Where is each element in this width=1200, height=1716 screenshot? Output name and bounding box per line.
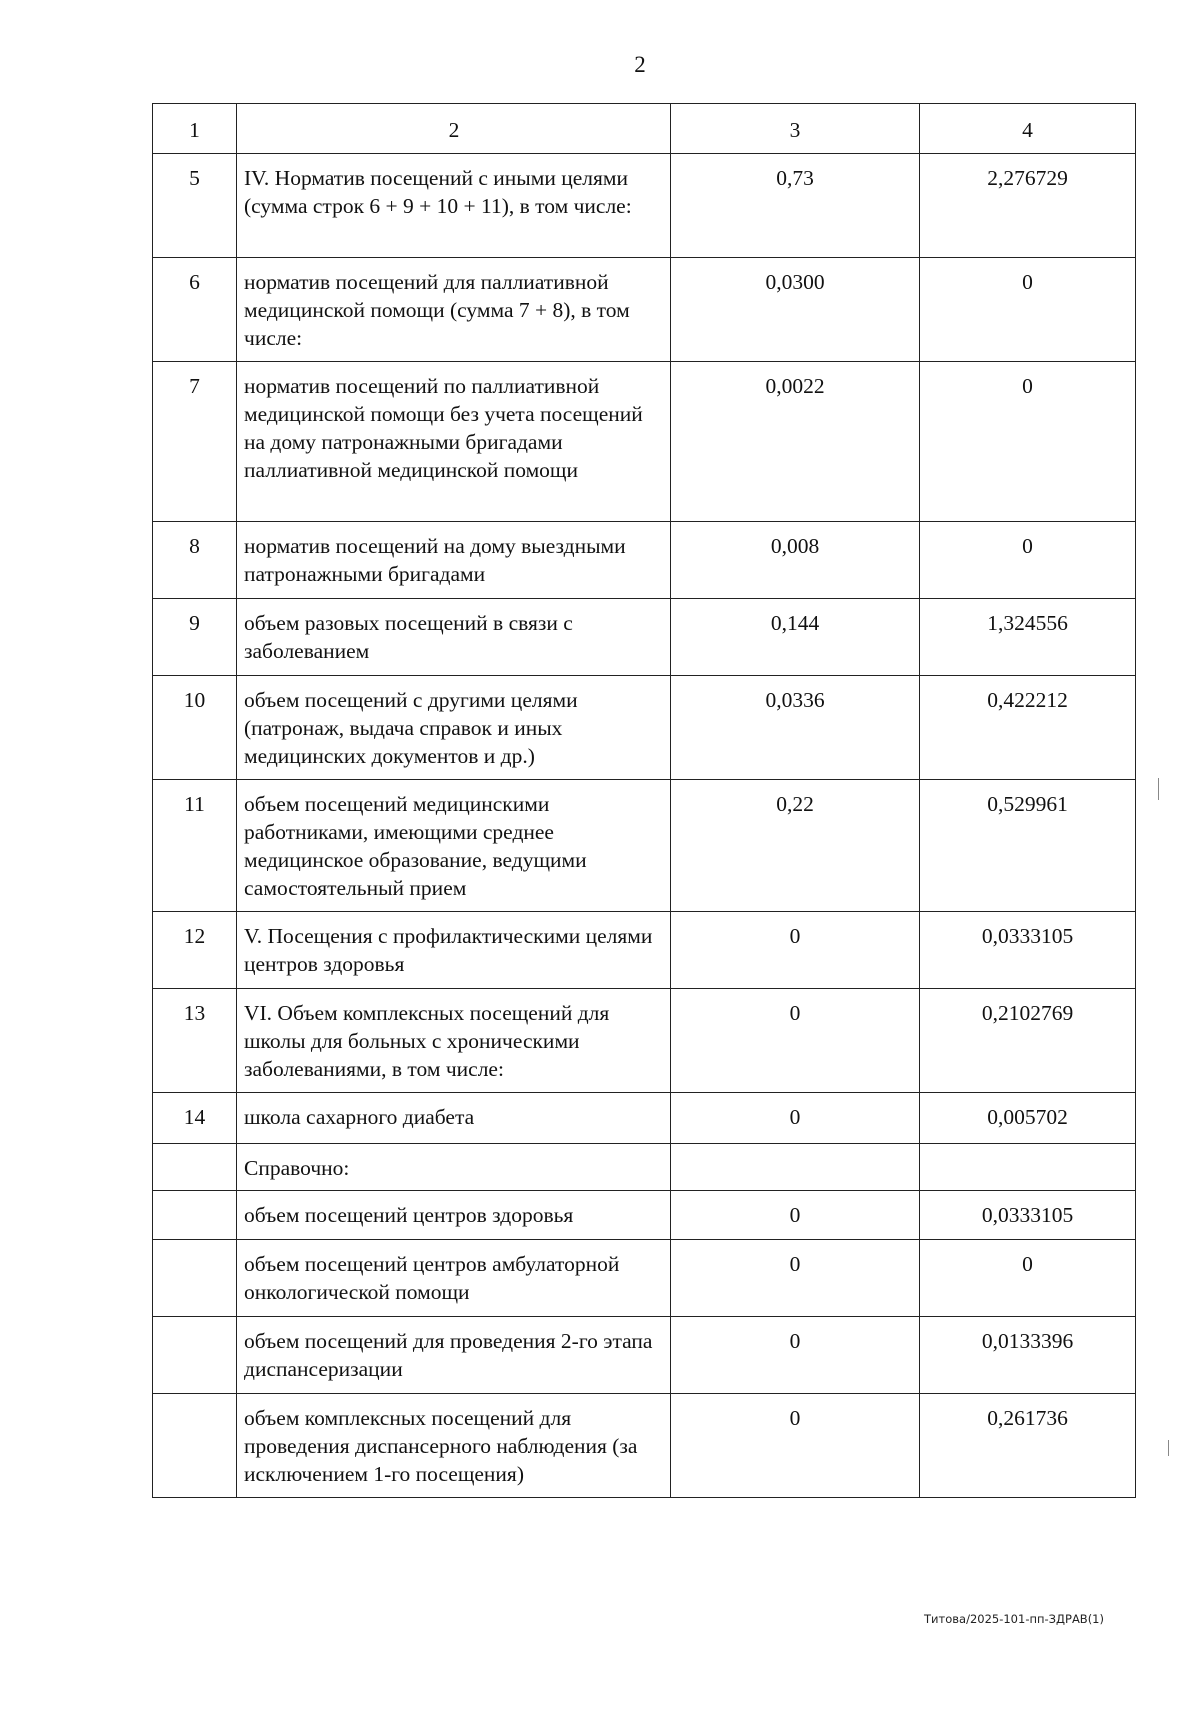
row-value-col4 bbox=[920, 1144, 1135, 1160]
row-value-col4-cell bbox=[920, 676, 1136, 780]
row-value-col4-cell bbox=[920, 1394, 1136, 1498]
row-description: Справочно: bbox=[244, 1156, 350, 1180]
header-cell-col2 bbox=[237, 104, 671, 154]
row-number-cell bbox=[153, 258, 237, 362]
row-description-cell bbox=[237, 1093, 671, 1144]
row-description-cell bbox=[237, 599, 671, 676]
row-number-cell bbox=[153, 362, 237, 522]
row-value-col3-cell bbox=[671, 780, 920, 912]
table-row bbox=[153, 1191, 1136, 1240]
table-row bbox=[153, 522, 1136, 599]
row-number bbox=[153, 1240, 236, 1256]
header-cell-col1 bbox=[153, 104, 237, 154]
row-value-col4: 0,0133396 bbox=[981, 1329, 1074, 1353]
row-value-col3: 0,008 bbox=[770, 534, 820, 558]
row-description: объем разовых посещений в связи с заболеванием bbox=[244, 611, 573, 663]
table-row bbox=[153, 154, 1136, 258]
row-number-cell bbox=[153, 1144, 237, 1191]
table-row bbox=[153, 1144, 1136, 1191]
table-row bbox=[153, 1240, 1136, 1317]
table-row bbox=[153, 258, 1136, 362]
row-number-cell bbox=[153, 154, 237, 258]
row-value-col3: 0,144 bbox=[770, 611, 820, 635]
row-number: 8 bbox=[189, 534, 200, 558]
row-number: 11 bbox=[184, 792, 205, 816]
row-value-col3: 0 bbox=[789, 1329, 801, 1353]
header-text-col3: 3 bbox=[789, 118, 801, 142]
row-number: 5 bbox=[189, 166, 200, 190]
row-description: объем посещений для проведения 2-го этапа диспансеризации bbox=[244, 1329, 653, 1381]
row-value-col4-cell bbox=[920, 1240, 1136, 1317]
table-row bbox=[153, 989, 1136, 1093]
row-number-cell bbox=[153, 912, 237, 989]
row-value-col3-cell bbox=[671, 1240, 920, 1317]
header-cell-col3 bbox=[671, 104, 920, 154]
row-value-col3: 0 bbox=[789, 1105, 801, 1129]
row-value-col3-cell bbox=[671, 258, 920, 362]
table-row bbox=[153, 362, 1136, 522]
row-description-cell bbox=[237, 1240, 671, 1317]
row-number-cell bbox=[153, 989, 237, 1093]
row-description: V. Посещения с профилактическими целями центров здоровья bbox=[244, 924, 653, 976]
row-value-col3-cell bbox=[671, 1317, 920, 1394]
row-value-col3-cell bbox=[671, 912, 920, 989]
row-value-col3: 0 bbox=[789, 1252, 801, 1276]
row-value-col3-cell bbox=[671, 1191, 920, 1240]
row-description: объем посещений центров здоровья bbox=[244, 1203, 574, 1227]
row-description-cell bbox=[237, 1191, 671, 1240]
row-value-col4-cell bbox=[920, 989, 1136, 1093]
row-value-col3: 0 bbox=[789, 1001, 801, 1025]
table-row bbox=[153, 1394, 1136, 1498]
table-body bbox=[153, 104, 1136, 1498]
row-number: 12 bbox=[183, 924, 206, 948]
row-description-cell bbox=[237, 912, 671, 989]
header-cell-col4 bbox=[920, 104, 1136, 154]
row-value-col3-cell bbox=[671, 676, 920, 780]
row-value-col3: 0,73 bbox=[776, 166, 814, 190]
header-text-col4: 4 bbox=[1022, 118, 1033, 142]
row-description: норматив посещений на дому выездными патронажными бригадами bbox=[244, 534, 626, 586]
row-value-col4: 0,0333105 bbox=[981, 1203, 1074, 1227]
row-number-cell bbox=[153, 1394, 237, 1498]
row-number: 13 bbox=[183, 1001, 206, 1025]
row-value-col4: 0,0333105 bbox=[981, 924, 1074, 948]
row-description: объем комплексных посещений для проведения диспансерного наблюдения (за исключением 1-го посещения) bbox=[244, 1406, 638, 1486]
row-description: объем посещений медицинскими работниками, имеющими среднее медицинское образование, ведущими самостоятельный прием bbox=[244, 792, 587, 900]
table-row bbox=[153, 1317, 1136, 1394]
row-value-col3: 0 bbox=[789, 1203, 801, 1227]
row-value-col3-cell bbox=[671, 154, 920, 258]
row-description-cell bbox=[237, 676, 671, 780]
row-value-col4: 0,005702 bbox=[987, 1105, 1068, 1129]
row-description-cell bbox=[237, 1394, 671, 1498]
table-row bbox=[153, 676, 1136, 780]
row-value-col3-cell bbox=[671, 522, 920, 599]
row-value-col4: 0,2102769 bbox=[981, 1001, 1074, 1025]
row-value-col4: 0,529961 bbox=[987, 792, 1068, 816]
row-value-col4: 0 bbox=[1022, 374, 1033, 398]
row-value-col4-cell bbox=[920, 912, 1136, 989]
row-value-col4-cell bbox=[920, 1144, 1136, 1191]
row-number bbox=[153, 1191, 236, 1207]
row-value-col3 bbox=[671, 1144, 919, 1160]
row-number: 14 bbox=[183, 1105, 206, 1129]
row-value-col4-cell bbox=[920, 154, 1136, 258]
row-number-cell bbox=[153, 1317, 237, 1394]
row-value-col4: 0 bbox=[1022, 1252, 1033, 1276]
row-value-col3-cell bbox=[671, 989, 920, 1093]
row-number: 10 bbox=[183, 688, 206, 712]
row-number-cell bbox=[153, 1191, 237, 1240]
row-value-col4-cell bbox=[920, 362, 1136, 522]
row-value-col4: 2,276729 bbox=[987, 166, 1068, 190]
row-value-col3: 0,0336 bbox=[765, 688, 825, 712]
row-value-col4: 1,324556 bbox=[987, 611, 1068, 635]
row-value-col4-cell bbox=[920, 780, 1136, 912]
page-number: 2 bbox=[634, 52, 646, 77]
table-row bbox=[153, 912, 1136, 989]
row-number-cell bbox=[153, 780, 237, 912]
row-number-cell bbox=[153, 599, 237, 676]
row-value-col4: 0 bbox=[1022, 270, 1033, 294]
table-row bbox=[153, 599, 1136, 676]
row-value-col4: 0,261736 bbox=[987, 1406, 1068, 1430]
document-reference: Титова/2025-101-пп-ЗДРАВ(1) bbox=[924, 1612, 1104, 1626]
row-number-cell bbox=[153, 1240, 237, 1317]
row-description-cell bbox=[237, 154, 671, 258]
row-description-cell bbox=[237, 989, 671, 1093]
header-text-col1: 1 bbox=[189, 118, 200, 142]
row-number bbox=[153, 1317, 236, 1333]
row-value-col3-cell bbox=[671, 599, 920, 676]
row-number bbox=[153, 1394, 236, 1410]
row-description: объем посещений центров амбулаторной онкологической помощи bbox=[244, 1252, 620, 1304]
row-value-col4-cell bbox=[920, 1317, 1136, 1394]
row-number: 9 bbox=[189, 611, 200, 635]
row-description: VI. Объем комплексных посещений для школы для больных с хроническими заболеваниями, в том числе: bbox=[244, 1001, 610, 1081]
row-description-cell bbox=[237, 522, 671, 599]
header-text-col2: 2 bbox=[448, 118, 460, 142]
norms-table bbox=[152, 103, 1136, 1498]
row-description: IV. Норматив посещений с иными целями (сумма строк 6 + 9 + 10 + 11), в том числе: bbox=[244, 166, 632, 218]
row-description-cell bbox=[237, 258, 671, 362]
row-description: объем посещений с другими целями (патронаж, выдача справок и иных медицинских документов и др.) bbox=[244, 688, 578, 768]
row-number-cell bbox=[153, 522, 237, 599]
row-value-col4-cell bbox=[920, 1093, 1136, 1144]
row-number: 6 bbox=[189, 270, 200, 294]
row-description: норматив посещений для паллиативной медицинской помощи (сумма 7 + 8), в том числе: bbox=[244, 270, 630, 350]
row-value-col4: 0 bbox=[1022, 534, 1033, 558]
row-description-cell bbox=[237, 780, 671, 912]
row-value-col3: 0,22 bbox=[776, 792, 814, 816]
scan-artifact-mark bbox=[1158, 778, 1159, 800]
scan-artifact-mark bbox=[1168, 1440, 1169, 1456]
row-description-cell bbox=[237, 1317, 671, 1394]
row-number-cell bbox=[153, 1093, 237, 1144]
row-description-cell bbox=[237, 362, 671, 522]
row-value-col4-cell bbox=[920, 522, 1136, 599]
row-description-cell bbox=[237, 1144, 671, 1191]
row-value-col3-cell bbox=[671, 362, 920, 522]
row-value-col4-cell bbox=[920, 258, 1136, 362]
row-description: норматив посещений по паллиативной медицинской помощи без учета посещений на дому патронажными бригадами паллиативной медицинской помощи bbox=[244, 374, 643, 482]
row-value-col4-cell bbox=[920, 599, 1136, 676]
row-value-col3: 0,0300 bbox=[765, 270, 825, 294]
row-value-col4-cell bbox=[920, 1191, 1136, 1240]
row-value-col3-cell bbox=[671, 1093, 920, 1144]
table-row bbox=[153, 780, 1136, 912]
row-value-col3: 0 bbox=[789, 924, 801, 948]
table-row bbox=[153, 1093, 1136, 1144]
row-number-cell bbox=[153, 676, 237, 780]
row-value-col3-cell bbox=[671, 1144, 920, 1191]
row-number bbox=[153, 1144, 236, 1160]
row-value-col4: 0,422212 bbox=[987, 688, 1068, 712]
row-value-col3-cell bbox=[671, 1394, 920, 1498]
row-value-col3: 0 bbox=[789, 1406, 801, 1430]
table-header-row bbox=[153, 104, 1136, 154]
row-description: школа сахарного диабета bbox=[244, 1105, 475, 1129]
row-number: 7 bbox=[189, 374, 200, 398]
row-value-col3: 0,0022 bbox=[765, 374, 825, 398]
